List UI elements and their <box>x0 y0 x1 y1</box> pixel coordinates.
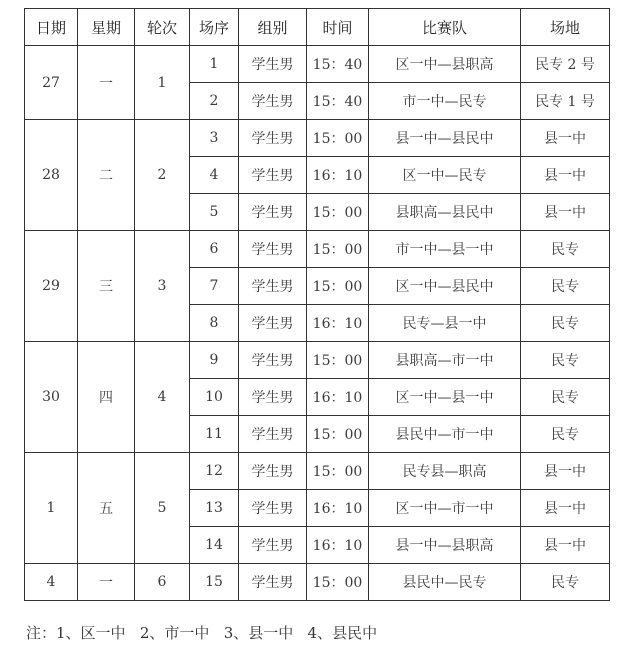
round-cell: 1 <box>135 46 190 120</box>
round-cell: 3 <box>135 231 190 342</box>
date-cell: 28 <box>25 120 78 231</box>
table-row <box>25 453 610 490</box>
match-no-cell: 12 <box>190 453 239 490</box>
teams-cell: 市一中—县一中 <box>369 231 521 268</box>
time-cell: 15：00 <box>307 342 369 379</box>
venue-cell: 民专 <box>521 268 610 305</box>
table-row <box>25 120 610 157</box>
group-cell: 学生男 <box>239 305 307 342</box>
teams-cell: 县一中—县职高 <box>369 527 521 564</box>
round-cell: 4 <box>135 342 190 453</box>
group-cell: 学生男 <box>239 46 307 83</box>
time-cell: 15：00 <box>307 120 369 157</box>
venue-cell: 民专 <box>521 564 610 601</box>
time-cell: 16：10 <box>307 157 369 194</box>
venue-cell: 民专 1 号 <box>521 83 610 120</box>
match-no-cell: 5 <box>190 194 239 231</box>
round-cell: 2 <box>135 120 190 231</box>
match-no-cell: 7 <box>190 268 239 305</box>
time-cell: 16：10 <box>307 379 369 416</box>
teams-cell: 区一中—县职高 <box>369 46 521 83</box>
group-cell: 学生男 <box>239 379 307 416</box>
match-no-cell: 14 <box>190 527 239 564</box>
weekday-cell: 一 <box>78 46 135 120</box>
match-no-cell: 2 <box>190 83 239 120</box>
teams-cell: 区一中—民专 <box>369 157 521 194</box>
date-cell: 29 <box>25 231 78 342</box>
venue-cell: 民专 <box>521 342 610 379</box>
teams-cell: 县职高—县民中 <box>369 194 521 231</box>
date-cell: 1 <box>25 453 78 564</box>
match-no-cell: 13 <box>190 490 239 527</box>
time-cell: 15：40 <box>307 83 369 120</box>
match-schedule-table <box>24 8 610 601</box>
match-no-cell: 6 <box>190 231 239 268</box>
time-cell: 15：00 <box>307 268 369 305</box>
match-no-cell: 9 <box>190 342 239 379</box>
header-round: 轮次 <box>135 9 190 46</box>
teams-cell: 县民中—市一中 <box>369 416 521 453</box>
date-cell: 4 <box>25 564 78 601</box>
weekday-cell: 一 <box>78 564 135 601</box>
group-cell: 学生男 <box>239 120 307 157</box>
venue-cell: 民专 <box>521 416 610 453</box>
venue-cell: 民专 2 号 <box>521 46 610 83</box>
venue-cell: 县一中 <box>521 527 610 564</box>
teams-cell: 民专—县一中 <box>369 305 521 342</box>
header-group: 组别 <box>239 9 307 46</box>
teams-cell: 区一中—县民中 <box>369 268 521 305</box>
teams-cell: 县职高—市一中 <box>369 342 521 379</box>
match-no-cell: 11 <box>190 416 239 453</box>
venue-cell: 民专 <box>521 231 610 268</box>
group-cell: 学生男 <box>239 490 307 527</box>
teams-cell: 民专县—职高 <box>369 453 521 490</box>
teams-cell: 县民中—民专 <box>369 564 521 601</box>
teams-cell: 市一中—民专 <box>369 83 521 120</box>
time-cell: 15：00 <box>307 453 369 490</box>
group-cell: 学生男 <box>239 564 307 601</box>
match-no-cell: 1 <box>190 46 239 83</box>
time-cell: 16：10 <box>307 305 369 342</box>
weekday-cell: 三 <box>78 231 135 342</box>
time-cell: 15：00 <box>307 564 369 601</box>
venue-cell: 民专 <box>521 305 610 342</box>
teams-cell: 区一中—县一中 <box>369 379 521 416</box>
group-cell: 学生男 <box>239 268 307 305</box>
teams-cell: 区一中—市一中 <box>369 490 521 527</box>
header-date: 日期 <box>25 9 78 46</box>
header-weekday: 星期 <box>78 9 135 46</box>
weekday-cell: 二 <box>78 120 135 231</box>
venue-cell: 县一中 <box>521 120 610 157</box>
match-no-cell: 3 <box>190 120 239 157</box>
time-cell: 16：10 <box>307 490 369 527</box>
round-cell: 5 <box>135 453 190 564</box>
venue-cell: 县一中 <box>521 490 610 527</box>
group-cell: 学生男 <box>239 231 307 268</box>
match-no-cell: 10 <box>190 379 239 416</box>
venue-cell: 民专 <box>521 379 610 416</box>
table-row <box>25 564 610 601</box>
venue-cell: 县一中 <box>521 157 610 194</box>
match-no-cell: 8 <box>190 305 239 342</box>
footnote: 注：1、区一中 2、市一中 3、县一中 4、县民中 <box>26 624 378 642</box>
venue-cell: 县一中 <box>521 453 610 490</box>
weekday-cell: 四 <box>78 342 135 453</box>
group-cell: 学生男 <box>239 83 307 120</box>
table-row <box>25 342 610 379</box>
header-match-no: 场序 <box>190 9 239 46</box>
date-cell: 27 <box>25 46 78 120</box>
time-cell: 15：00 <box>307 194 369 231</box>
match-no-cell: 4 <box>190 157 239 194</box>
group-cell: 学生男 <box>239 342 307 379</box>
date-cell: 30 <box>25 342 78 453</box>
group-cell: 学生男 <box>239 416 307 453</box>
header-teams: 比赛队 <box>369 9 521 46</box>
teams-cell: 县一中—县民中 <box>369 120 521 157</box>
round-cell: 6 <box>135 564 190 601</box>
match-no-cell: 15 <box>190 564 239 601</box>
group-cell: 学生男 <box>239 157 307 194</box>
group-cell: 学生男 <box>239 527 307 564</box>
time-cell: 15：00 <box>307 231 369 268</box>
time-cell: 15：00 <box>307 416 369 453</box>
header-time: 时间 <box>307 9 369 46</box>
header-venue: 场地 <box>521 9 610 46</box>
time-cell: 16：10 <box>307 527 369 564</box>
table-row <box>25 231 610 268</box>
group-cell: 学生男 <box>239 194 307 231</box>
header-row <box>25 9 610 46</box>
time-cell: 15：40 <box>307 46 369 83</box>
table-row <box>25 46 610 83</box>
venue-cell: 县一中 <box>521 194 610 231</box>
weekday-cell: 五 <box>78 453 135 564</box>
group-cell: 学生男 <box>239 453 307 490</box>
